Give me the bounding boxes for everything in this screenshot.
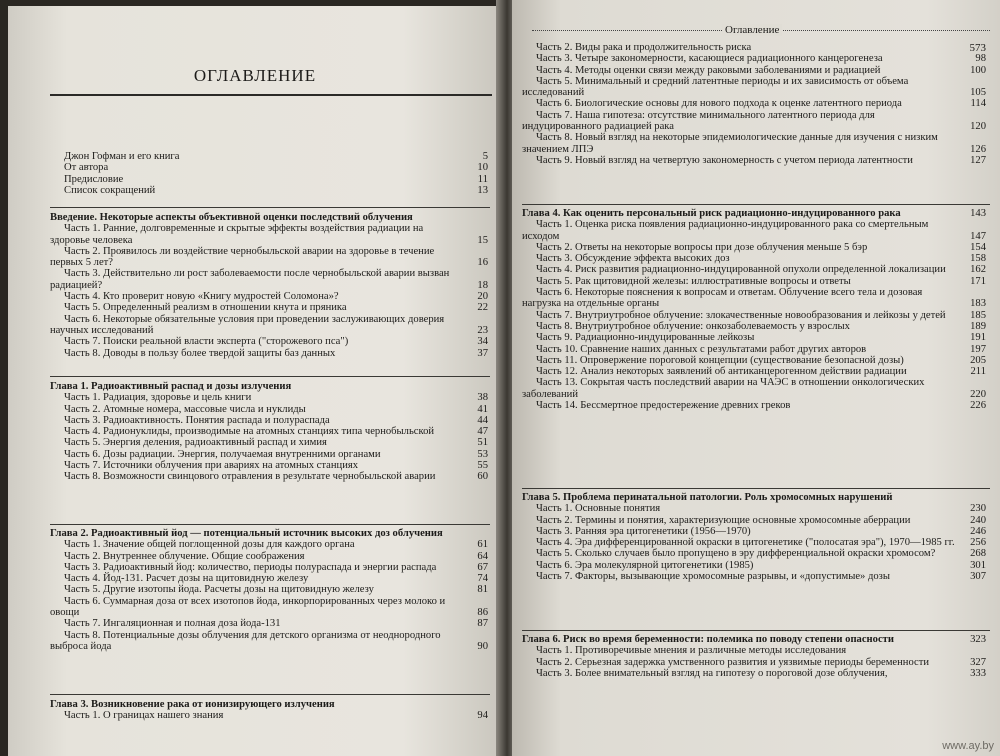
toc-entry: [522, 253, 1000, 264]
entry-page-number: 147: [970, 230, 986, 242]
entry-page-number: 41: [477, 403, 488, 415]
entry-title: Часть 10. Сравнение наших данных с результатами работ других авторов: [536, 343, 867, 355]
entry-page-number: 64: [477, 550, 488, 562]
entry-title: Часть 3. Обсуждение эффекта высоких доз: [536, 253, 730, 265]
toc-entry: [522, 65, 1000, 76]
entry-page-number: 87: [477, 618, 488, 630]
entry-title: Часть 1. Радиация, здоровье и цель книги: [64, 392, 252, 404]
entry-page-number: 327: [970, 656, 986, 668]
entry-title: Часть 6. Некоторые пояснения к вопросам и ответам. Облучение всего тела и дозовая нагрузка на отдельные органы: [522, 287, 923, 310]
entry-page-number: 246: [970, 525, 986, 537]
entry-title: Часть 7. Факторы, вызывающие хромосомные разрывы, и «допустимые» дозы: [536, 571, 890, 583]
front-matter: [8, 151, 502, 196]
chapter-3-continued: [512, 42, 1000, 166]
entry-title: Часть 7. Поиски реальной власти эксперта ("сторожевого пса"): [64, 336, 349, 348]
entry-title: Часть 6. Суммарная доза от всех изотопов йода, инкорпорированных через молоко и овощи: [50, 595, 446, 619]
toc-entry: [50, 449, 502, 460]
toc-entry: [522, 515, 1000, 526]
entry-page-number: 5: [482, 151, 488, 162]
entry-title: Часть 6. Дозы радиации. Энергия, получаемая внутренними органами: [64, 448, 381, 460]
entry-page-number: 114: [970, 98, 986, 110]
entry-title: Часть 6. Эра молекулярной цитогенетики (1985): [536, 559, 754, 571]
entry-page-number: 61: [477, 539, 488, 551]
toc-entry: [50, 573, 502, 584]
entry-title: Часть 7. Источники облучения при авариях на атомных станциях: [64, 460, 359, 472]
entry-title: Часть 12. Анализ некоторых заявлений об антиканцерогенном действии радиации: [536, 366, 907, 378]
toc-entry: [522, 98, 1000, 109]
chapter-4-section: [512, 208, 1000, 411]
toc-entry: [50, 348, 502, 359]
entry-title: Часть 3. Четыре закономерности, касающиеся радиационного канцерогенеза: [536, 53, 883, 65]
toc-entry: [50, 426, 502, 437]
toc-entry: [50, 302, 502, 313]
entry-page-number: 18: [477, 279, 488, 291]
entry-title: Введение. Некоторые аспекты объективной оценки последствий облучения: [50, 212, 413, 223]
entry-title: Часть 3. Ранняя эра цитогенетики (1956—1970): [536, 525, 751, 537]
entry-page-number: 44: [477, 414, 488, 426]
toc-entry: [522, 264, 1000, 275]
entry-title: Часть 2. Термины и понятия, характеризующие основные хромосомные аберрации: [536, 514, 911, 526]
title-rule: [50, 94, 492, 96]
toc-entry: [50, 551, 502, 562]
watermark: www.ay.by: [942, 740, 994, 752]
entry-page-number: 126: [970, 143, 986, 155]
toc-entry: [522, 42, 1000, 53]
entry-page-number: 307: [970, 571, 986, 583]
entry-title: Часть 8. Потенциальные дозы облучения для детского организма от неоднородного выброса йода: [50, 629, 441, 652]
toc-entry: [522, 548, 1000, 559]
entry-title: Часть 4. Йод-131. Расчет дозы на щитовидную железу: [64, 573, 309, 585]
entry-page-number: 13: [477, 184, 488, 196]
entry-title: Часть 14. Бессмертное предостережение древних греков: [536, 400, 791, 412]
toc-entry: [50, 185, 502, 196]
entry-title: Часть 8. Новый взгляд на некоторые эпидемиологические данные для изучения с низким значением ЛПЭ: [522, 132, 938, 155]
section-rule: [50, 376, 490, 377]
toc-entry: [50, 151, 502, 162]
toc-entry: [522, 110, 1000, 133]
entry-title: Часть 8. Доводы в пользу более твердой защиты баз данных: [64, 347, 336, 359]
toc-entry: [50, 471, 502, 482]
entry-title: Часть 3. Более внимательный взгляд на гипотезу о пороговой дозе облучения,: [536, 667, 888, 679]
toc-entry: [50, 223, 502, 246]
page-number: 573: [969, 42, 986, 54]
entry-page-number: 205: [970, 354, 986, 366]
chapter-1-section: [8, 381, 502, 483]
toc-entry: [50, 539, 502, 550]
entry-title: Часть 5. Сколько случаев было пропущено в эру дифференциальной окраски хромосом?: [536, 548, 936, 560]
toc-entry: [522, 503, 1000, 514]
toc-entry: [50, 562, 502, 573]
entry-page-number: 183: [970, 298, 986, 310]
toc-entry: [522, 645, 1000, 656]
entry-title: Часть 1. О границах нашего знания: [64, 710, 224, 722]
toc-entry: [50, 460, 502, 471]
entry-page-number: 16: [477, 257, 488, 269]
entry-page-number: 158: [970, 253, 986, 265]
section-rule: [50, 694, 490, 695]
section-rule: [522, 488, 990, 489]
entry-title: Список сокращений: [64, 184, 156, 196]
entry-title: Часть 7. Наша гипотеза: отсутствие минимального латентного периода для индуцированного радиацией рака: [522, 109, 875, 133]
entry-page-number: 301: [970, 559, 986, 571]
entry-page-number: 197: [970, 343, 986, 355]
toc-entry: [522, 276, 1000, 287]
entry-title: Часть 6. Некоторые обязательные условия при проведении заслуживающих доверия научных исследований: [50, 313, 445, 336]
toc-entry: [50, 596, 502, 619]
entry-page-number: 323: [970, 634, 986, 645]
entry-page-number: 38: [477, 392, 488, 404]
entry-page-number: 34: [477, 336, 488, 348]
section-rule: [50, 207, 490, 208]
entry-title: Часть 8. Возможности свинцового отравления в результате чернобыльской аварии: [64, 471, 436, 483]
toc-entry: [50, 336, 502, 347]
section-rule: [50, 524, 490, 525]
entry-title: Часть 1. Основные понятия: [536, 503, 661, 515]
toc-entry: [522, 526, 1000, 537]
entry-title: Часть 2. Серьезная задержка умственного развития и уязвимые периоды беременности: [536, 656, 930, 668]
entry-page-number: 60: [477, 471, 488, 483]
entry-page-number: 143: [970, 208, 986, 219]
entry-title: Глава 2. Радиоактивный йод — потенциальный источник высоких доз облучения: [50, 528, 443, 539]
entry-title: Часть 6. Биологические основы для нового подхода к оценке латентного периода: [536, 98, 902, 110]
right-page: [512, 0, 1000, 756]
entry-title: Часть 1. Противоречивые мнения и различные методы исследования: [536, 645, 847, 657]
entry-page-number: 90: [477, 640, 488, 652]
entry-page-number: 220: [970, 388, 986, 400]
entry-title: Глава 6. Риск во время беременности: полемика по поводу степени опасности: [522, 634, 894, 645]
entry-title: Часть 5. Минимальный и средний латентные периоды и их зависимость от объема исследований: [522, 75, 909, 99]
entry-title: Глава 3. Возникновение рака от ионизирующего излучения: [50, 699, 335, 710]
entry-page-number: 51: [477, 437, 488, 449]
toc-entry: [522, 242, 1000, 253]
chapter-5-section: [512, 492, 1000, 582]
entry-title: Часть 4. Кто проверит новую «Книгу мудростей Соломона»?: [64, 291, 339, 303]
toc-entry: [50, 291, 502, 302]
toc-entry: [50, 392, 502, 403]
entry-page-number: 53: [477, 448, 488, 460]
toc-entry: [50, 404, 502, 415]
chapter-2-section: [8, 528, 502, 652]
entry-page-number: 230: [970, 503, 986, 515]
entry-title: Часть 5. Другие изотопы йода. Расчеты дозы на щитовидную железу: [64, 584, 374, 596]
entry-page-number: 333: [970, 667, 986, 679]
entry-title: Предисловие: [64, 173, 124, 185]
intro-section: [8, 212, 502, 359]
entry-page-number: 74: [477, 573, 488, 585]
toc-entry: [50, 174, 502, 185]
entry-page-number: 100: [970, 64, 986, 76]
chapter-heading: [50, 699, 502, 710]
entry-title: Часть 4. Риск развития радиационно-индуцированной опухоли определенной локализации: [536, 264, 946, 276]
entry-title: Часть 2. Внутреннее облучение. Общие соображения: [64, 550, 305, 562]
entry-page-number: 171: [970, 275, 986, 287]
entry-title: Джон Гофман и его книга: [64, 151, 180, 162]
entry-title: Часть 4. Методы оценки связи между раковыми заболеваниями и радиацией: [536, 64, 881, 76]
toc-entry: [522, 400, 1000, 411]
entry-page-number: 256: [970, 537, 986, 549]
chapter-heading: [50, 212, 502, 223]
toc-entry: [522, 53, 1000, 64]
entry-page-number: 47: [477, 426, 488, 438]
entry-title: Часть 11. Опровержение пороговой концепции (существование безопасной дозы): [536, 354, 904, 366]
entry-title: Часть 2. Проявилось ли воздействие чернобыльской аварии на здоровье в течение первых 5 лет?: [50, 245, 435, 269]
toc-entry: [522, 377, 1000, 400]
toc-entry: [522, 310, 1000, 321]
toc-entry: [50, 268, 502, 291]
entry-page-number: 120: [970, 121, 986, 133]
entry-page-number: 10: [477, 162, 488, 174]
entry-title: Часть 1. Оценка риска появления радиационно-индуцированного рака со смертельным исходом: [522, 219, 929, 242]
toc-entry: [522, 366, 1000, 377]
entry-page-number: 67: [477, 561, 488, 573]
entry-title: Часть 7. Внутриутробное облучение: злокачественные новообразования и лейкозы у детей: [536, 309, 946, 321]
toc-entry: [50, 162, 502, 173]
entry-title: От автора: [64, 162, 109, 174]
entry-page-number: 268: [970, 548, 986, 560]
toc-entry: [522, 560, 1000, 571]
toc-entry: [50, 630, 502, 653]
entry-page-number: 37: [477, 347, 488, 359]
entry-title: Часть 2. Виды рака и продолжительность риска: [536, 42, 752, 53]
toc-entry: [50, 584, 502, 595]
toc-entry: [522, 155, 1000, 166]
entry-title: Часть 2. Ответы на некоторые вопросы при дозе облучения меньше 5 бэр: [536, 241, 868, 253]
section-rule: [522, 630, 990, 631]
entry-page-number: 185: [970, 309, 986, 321]
entry-page-number: 191: [970, 332, 986, 344]
chapter-3-section: [8, 699, 502, 722]
entry-page-number: 20: [477, 291, 488, 303]
toc-entry: [522, 287, 1000, 310]
entry-title: Часть 4. Эра дифференцированной окраски в цитогенетике ("полосатая эра"), 1970—1985 гг.: [536, 537, 955, 549]
entry-title: Часть 9. Радиационно-индуцированные лейкозы: [536, 332, 755, 344]
chapter-6-section: [512, 634, 1000, 679]
entry-page-number: 189: [970, 320, 986, 332]
entry-title: Часть 1. Значение общей поглощенной дозы для каждого органа: [64, 539, 355, 551]
entry-title: Часть 8. Внутриутробное облучение: онкозаболеваемость у взрослых: [536, 320, 850, 332]
toc-entry: [522, 321, 1000, 332]
entry-page-number: 162: [970, 264, 986, 276]
page-title: ОГЛАВЛЕНИЕ: [193, 66, 317, 85]
chapter-heading: [522, 634, 1000, 645]
toc-entry: [522, 344, 1000, 355]
entry-page-number: 98: [975, 53, 986, 65]
entry-page-number: 23: [477, 324, 488, 336]
chapter-heading: [522, 208, 1000, 219]
chapter-heading: [522, 492, 1000, 503]
toc-entry: [50, 314, 502, 337]
entry-page-number: 211: [970, 366, 986, 378]
entry-page-number: 240: [970, 514, 986, 526]
toc-entry: [522, 537, 1000, 548]
toc-entry: [522, 332, 1000, 343]
entry-title: Часть 5. Рак щитовидной железы: иллюстративные вопросы и ответы: [536, 275, 851, 287]
entry-page-number: 127: [970, 154, 986, 166]
entry-page-number: 81: [477, 584, 488, 596]
toc-entry: [50, 415, 502, 426]
entry-page-number: 105: [970, 87, 986, 99]
entry-page-number: 22: [477, 302, 488, 314]
toc-entry: [522, 657, 1000, 668]
entry-title: Часть 5. Энергия деления, радиоактивный распад и химия: [64, 437, 327, 449]
entry-page-number: 226: [970, 400, 986, 412]
entry-title: Часть 5. Определенный реализм в отношении кнута и пряника: [64, 302, 347, 314]
toc-entry: [522, 355, 1000, 366]
toc-entry: [50, 618, 502, 629]
toc-entry: [522, 668, 1000, 679]
entry-title: Часть 9. Новый взгляд на четвертую закономерность с учетом периода латентности: [536, 154, 913, 166]
entry-title: Часть 3. Радиоактивный йод: количество, периоды полураспада и энергии распада: [64, 561, 437, 573]
entry-title: Часть 4. Радионуклиды, производимые на атомных станциях типа чернобыльской: [64, 426, 435, 438]
entry-page-number: 86: [477, 607, 488, 619]
entry-title: Часть 3. Действительно ли рост заболеваемости после чернобыльской аварии вызван радиацией?: [50, 268, 450, 291]
toc-entry: [522, 76, 1000, 99]
toc-entry: [50, 710, 502, 721]
entry-title: Глава 1. Радиоактивный распад и дозы излучения: [50, 381, 292, 392]
entry-page-number: 94: [477, 710, 488, 722]
toc-entry: [522, 219, 1000, 242]
chapter-heading: [50, 381, 502, 392]
left-page: [8, 6, 502, 756]
toc-entry: [50, 437, 502, 448]
entry-title: Часть 2. Атомные номера, массовые числа и нуклиды: [64, 403, 306, 415]
entry-page-number: 55: [477, 460, 488, 472]
toc-entry: [522, 132, 1000, 155]
entry-title: Глава 5. Проблема перинатальной патологии. Роль хромосомных нарушений: [522, 492, 893, 503]
running-head: Оглавление: [722, 24, 782, 36]
entry-title: Часть 1. Ранние, долговременные и скрытые эффекты воздействия радиации на здоровье человека: [50, 223, 424, 246]
chapter-heading: [50, 528, 502, 539]
entry-title: Часть 13. Сокрытая часть последствий аварии на ЧАЭС в отношении онкологических заболеваний: [522, 377, 925, 400]
entry-page-number: 11: [477, 173, 488, 185]
section-rule: [522, 204, 990, 205]
entry-title: Часть 7. Ингаляционная и полная доза йода-131: [64, 618, 281, 630]
toc-entry: [50, 246, 502, 269]
entry-title: Часть 3. Радиоактивность. Понятия распада и полураспада: [64, 414, 330, 426]
entry-title: Глава 4. Как оценить персональный риск радиационно-индуцированного рака: [522, 208, 901, 219]
entry-page-number: 154: [970, 241, 986, 253]
toc-entry: [522, 571, 1000, 582]
entry-page-number: 15: [477, 234, 488, 246]
